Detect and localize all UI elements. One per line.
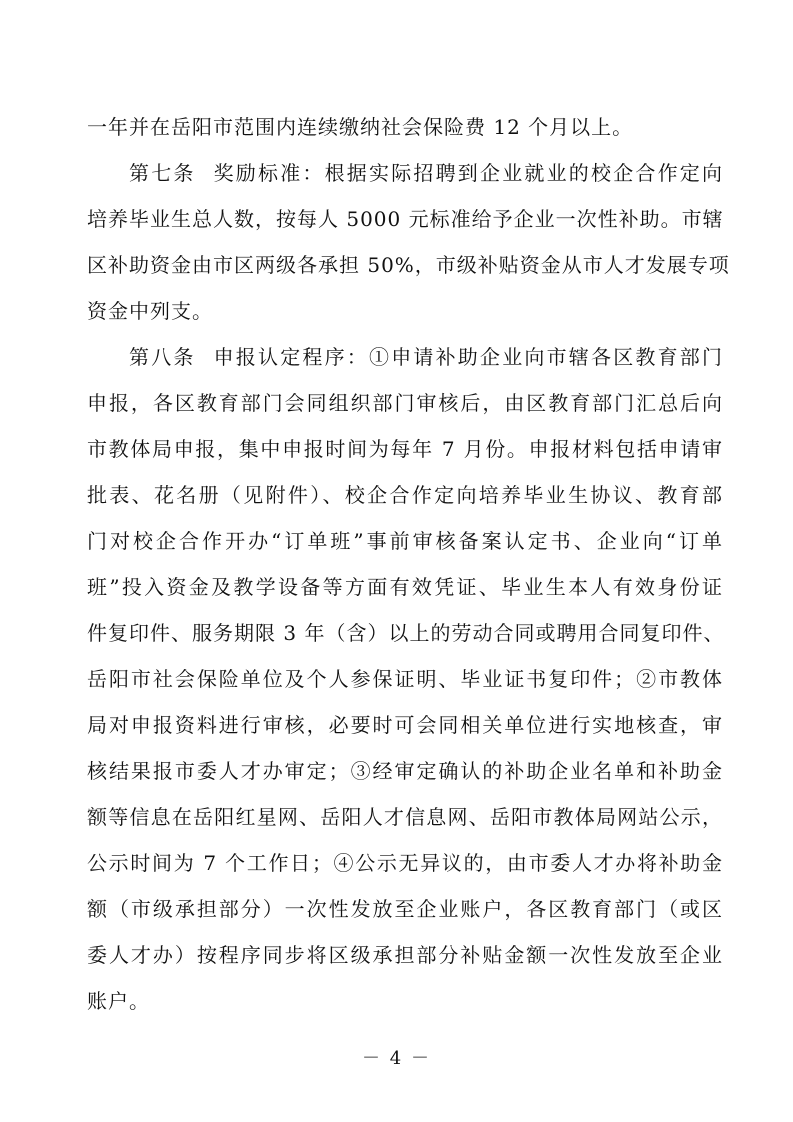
article-7-text: 奖励标准：根据实际招聘到企业就业的校企合作定向 bbox=[213, 161, 724, 185]
paragraph-line: 额（市级承担部分）一次性发放至企业账户，各区教育部门（或区 bbox=[87, 897, 723, 921]
paragraph-line: 一年并在岳阳市范围内连续缴纳社会保险费 12 个月以上。 bbox=[87, 115, 634, 139]
paragraph-line: 门对校企合作开办“订单班”事前审核备案认定书、企业向“订单 bbox=[87, 529, 723, 553]
paragraph-line: 额等信息在岳阳红星网、岳阳人才信息网、岳阳市教体局网站公示， bbox=[87, 805, 723, 829]
paragraph-line: 委人才办）按程序同步将区级承担部分补贴金额一次性发放至企业 bbox=[87, 943, 723, 967]
paragraph-line: 资金中列支。 bbox=[87, 299, 213, 323]
paragraph-line: 班”投入资金及教学设备等方面有效凭证、毕业生本人有效身份证 bbox=[87, 575, 723, 599]
paragraph-line: 培养毕业生总人数，按每人 5000 元标准给予企业一次性补助。市辖 bbox=[87, 207, 724, 231]
paragraph-line: 批表、花名册（见附件）、校企合作定向培养毕业生协议、教育部 bbox=[87, 483, 723, 507]
document-body bbox=[87, 104, 730, 1024]
paragraph-line: 账户。 bbox=[87, 989, 150, 1013]
article-8-label: 第八条 bbox=[129, 345, 196, 369]
page-number: － 4 － bbox=[362, 1048, 431, 1069]
article-7-first-line bbox=[87, 150, 723, 196]
paragraph-line: 申报，各区教育部门会同组织部门审核后，由区教育部门汇总后向 bbox=[87, 391, 723, 415]
paragraph-line: 区补助资金由市区两级各承担 50%，市级补贴资金从市人才发展专项 bbox=[87, 253, 730, 277]
article-7-label: 第七条 bbox=[129, 161, 196, 185]
paragraph-line: 核结果报市委人才办审定；③经审定确认的补助企业名单和补助金 bbox=[87, 759, 723, 783]
article-8-first-line bbox=[87, 334, 723, 380]
paragraph-line: 件复印件、服务期限 3 年（含）以上的劳动合同或聘用合同复印件、 bbox=[87, 621, 725, 645]
paragraph-line: 市教体局申报，集中申报时间为每年 7 月份。申报材料包括申请审 bbox=[87, 437, 723, 461]
paragraph-line: 局对申报资料进行审核，必要时可会同相关单位进行实地核查，审 bbox=[87, 713, 723, 737]
paragraph-line: 岳阳市社会保险单位及个人参保证明、毕业证书复印件；②市教体 bbox=[87, 667, 723, 691]
article-8-text: 申报认定程序：①申请补助企业向市辖各区教育部门 bbox=[213, 345, 724, 369]
paragraph-line: 公示时间为 7 个工作日；④公示无异议的，由市委人才办将补助金 bbox=[87, 851, 723, 875]
